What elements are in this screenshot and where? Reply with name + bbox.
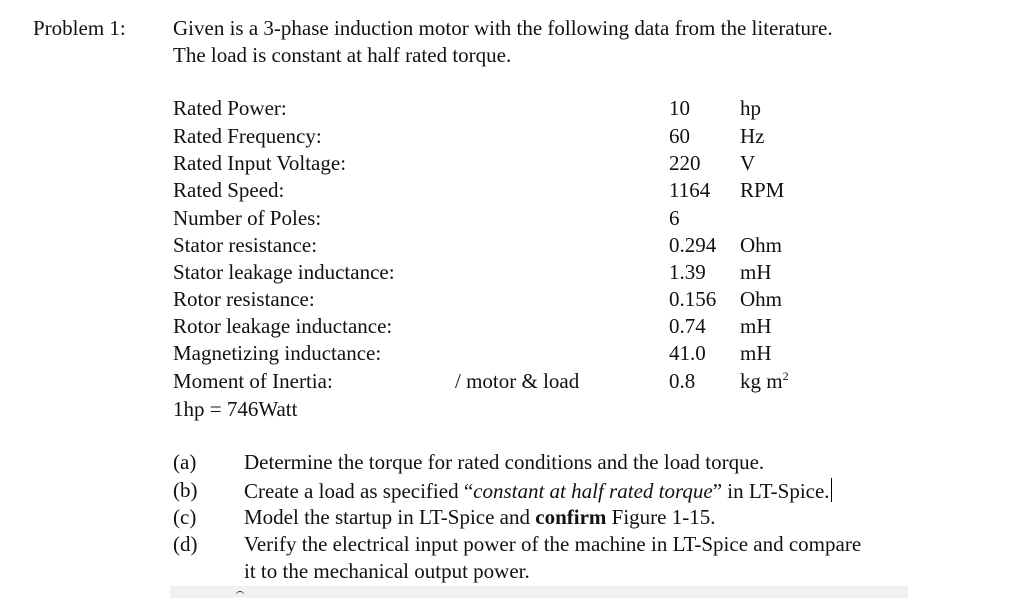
row-label: Rotor resistance: <box>173 287 315 311</box>
row-unit: mH <box>740 341 772 365</box>
row-unit: Ohm <box>740 287 782 311</box>
row-label: Magnetizing inductance: <box>173 341 382 365</box>
task-text-strong: confirm <box>535 505 607 529</box>
task-text-post: Figure 1-15. <box>606 505 716 529</box>
partial-glyph <box>236 591 244 596</box>
row-unit-text: kg m <box>740 369 783 393</box>
task-text <box>244 505 715 530</box>
row-unit: Ohm <box>740 233 782 257</box>
task-text <box>244 478 832 504</box>
row-value: 10 <box>669 96 690 120</box>
row-unit: Hz <box>740 124 765 148</box>
task-label: (d) <box>173 532 198 556</box>
row-value: 0.74 <box>669 314 706 338</box>
row-unit: RPM <box>740 178 785 202</box>
row-label: Stator leakage inductance: <box>173 260 395 284</box>
row-label: Number of Poles: <box>173 206 322 230</box>
task-text-line1: Verify the electrical input power of the machine in LT-Spice and compare <box>244 532 862 556</box>
row-label: Moment of Inertia: <box>173 369 333 393</box>
page-bottom-strip <box>170 586 908 598</box>
row-unit-superscript: 2 <box>782 369 789 383</box>
problem-intro-line2: The load is constant at half rated torque. <box>173 43 512 67</box>
task-text-pre: Create a load as specified “ <box>244 479 474 503</box>
task-text-emphasis: constant at half rated torque <box>473 479 713 503</box>
row-unit: hp <box>740 96 761 120</box>
row-value: 60 <box>669 124 690 148</box>
row-unit <box>740 369 789 394</box>
row-value: 0.8 <box>669 369 696 393</box>
task-text-post: ” in LT-Spice. <box>712 479 830 503</box>
row-value: 41.0 <box>669 341 706 365</box>
row-label: Rated Speed: <box>173 178 285 202</box>
row-note: / motor & load <box>455 369 580 393</box>
row-value: 220 <box>669 151 701 175</box>
row-label: Rated Frequency: <box>173 124 322 148</box>
problem-label: Problem 1: <box>33 16 126 40</box>
row-label: Rotor leakage inductance: <box>173 314 393 338</box>
task-label: (c) <box>173 505 197 529</box>
row-value: 6 <box>669 206 680 230</box>
task-label: (a) <box>173 450 197 474</box>
row-unit: mH <box>740 260 772 284</box>
row-label: Rated Power: <box>173 96 287 120</box>
row-value: 0.156 <box>669 287 717 311</box>
task-text: Determine the torque for rated conditions and the load torque. <box>244 450 765 474</box>
row-value: 1.39 <box>669 260 706 284</box>
row-label: Stator resistance: <box>173 233 318 257</box>
row-value: 0.294 <box>669 233 717 257</box>
task-text-line2: it to the mechanical output power. <box>244 559 530 583</box>
row-label: Rated Input Voltage: <box>173 151 347 175</box>
conversion-note: 1hp = 746Watt <box>173 397 298 421</box>
row-value: 1164 <box>669 178 711 202</box>
problem-intro-line1: Given is a 3-phase induction motor with the following data from the literature. <box>173 16 833 40</box>
row-unit: mH <box>740 314 772 338</box>
task-label: (b) <box>173 478 198 502</box>
task-text-pre: Model the startup in LT-Spice and <box>244 505 536 529</box>
row-unit: V <box>740 151 756 175</box>
text-cursor <box>831 478 832 502</box>
